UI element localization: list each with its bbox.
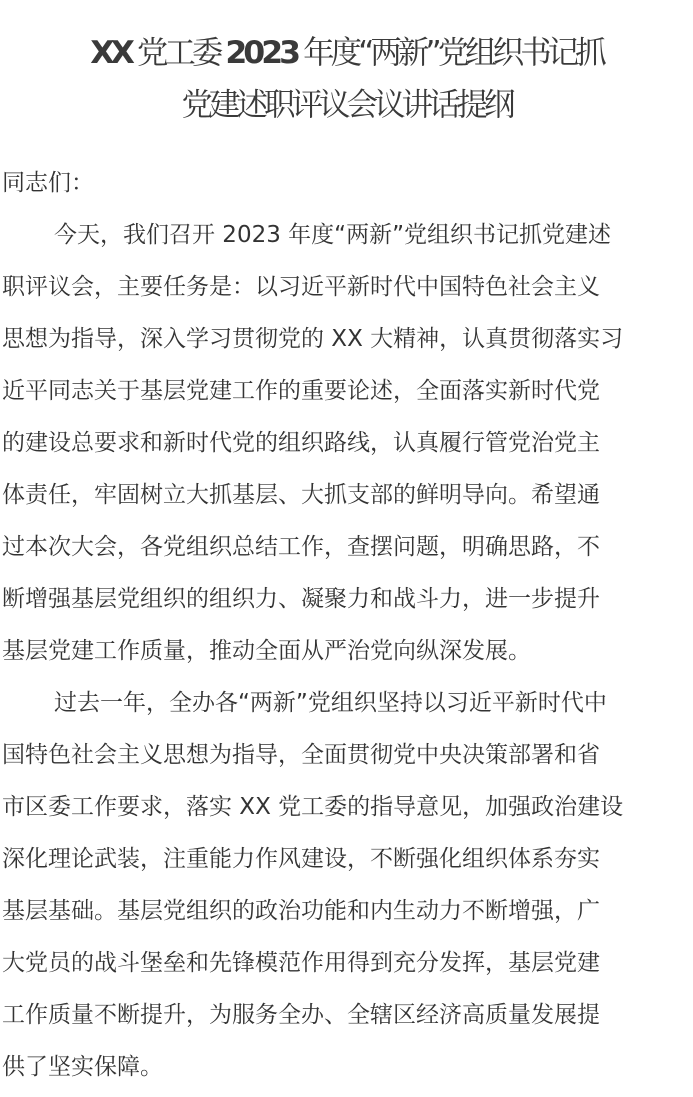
document-body (2, 157, 692, 1093)
title-org-name: 党工委 (130, 35, 226, 71)
paragraph-2-line: 深化理论武装，注重能力作风建设，不断强化组织体系夯实 (2, 846, 600, 872)
paragraph-2-line: 工作质量不断提升，为服务全办、全辖区经济高质量发展提 (2, 1002, 600, 1028)
title-line-2: 党建述职评议会议讲话提纲 (181, 87, 512, 123)
paragraph-1-line: 思想为指导，深入学习贯彻党的 XX 大精神，认真贯彻落实习 (2, 326, 624, 352)
title-line-1 (0, 27, 693, 79)
title-subject: 年度“两新”党组织书记抓 (297, 35, 603, 71)
paragraph-2-line: 国特色社会主义思想为指导，全面贯彻党中央决策部署和省 (2, 742, 600, 768)
paragraph-1-line: 今天，我们召开 2023 年度“两新”党组织书记抓党建述 (54, 222, 611, 248)
paragraph-1-line: 基层党建工作质量，推动全面从严治党向纵深发展。 (2, 638, 531, 664)
paragraph-1-line: 体责任，牢固树立大抓基层、大抓支部的鲜明导向。希望通 (2, 482, 600, 508)
salutation: 同志们： (2, 170, 94, 196)
paragraph-1-line: 近平同志关于基层党建工作的重要论述，全面落实新时代党 (2, 378, 600, 404)
paragraph-2-line: 大党员的战斗堡垒和先锋模范作用得到充分发挥，基层党建 (2, 950, 600, 976)
paragraph-1-line: 职评议会，主要任务是：以习近平新时代中国特色社会主义 (2, 274, 600, 300)
paragraph-2-line: 市区委工作要求，落实 XX 党工委的指导意见，加强政治建设 (2, 794, 624, 820)
paragraph-1-line: 的建设总要求和新时代党的组织路线，认真履行管党治党主 (2, 430, 600, 456)
title-year: 2023 (225, 35, 298, 71)
paragraph-2-line: 供了坚实保障。 (2, 1054, 163, 1080)
document-title (0, 27, 693, 131)
paragraph-2-line: 过去一年，全办各“两新”党组织坚持以习近平新时代中 (54, 690, 607, 716)
title-org-code: XX (90, 35, 131, 71)
paragraph-2-line: 基层基础。基层党组织的政治功能和内生动力不断增强，广 (2, 898, 600, 924)
paragraph-1-line: 断增强基层党组织的组织力、凝聚力和战斗力，进一步提升 (2, 586, 600, 612)
paragraph-1-line: 过本次大会，各党组织总结工作，查摆问题，明确思路，不 (2, 534, 600, 560)
